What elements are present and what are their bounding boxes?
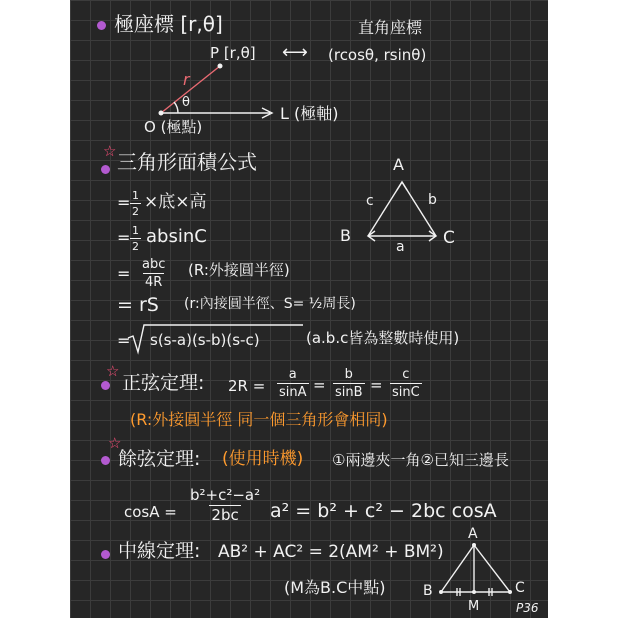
star-icon: ☆ [108, 434, 122, 452]
a-over-sina-fraction: $\frac{a}{\sin A}$ [279, 367, 307, 400]
triangle-side-a: a [396, 239, 405, 255]
triangle-vertex-c: C [443, 228, 455, 248]
median-vertex-c: C [515, 580, 525, 596]
c-over-sinc-fraction: $\frac{c}{\sin C}$ [392, 367, 420, 400]
area-line4-note: (r:內接圓半徑、S= ½周長) [184, 296, 356, 312]
sine-equals: = [313, 376, 326, 394]
polar-axis-label: L (極軸) [280, 104, 339, 123]
median-heading: 中線定理: [118, 540, 201, 562]
sine-lead: 2R = [228, 377, 266, 395]
triangle-vertex-b: B [340, 226, 351, 245]
median-vertex-a: A [468, 526, 478, 542]
cosine-usage: (使用時機) [222, 449, 304, 469]
area-line3-eq: = [117, 264, 131, 283]
triangle-side-b: b [428, 192, 437, 208]
point-p-label: P [r,θ] [210, 44, 256, 62]
origin-label: O (極點) [144, 118, 203, 136]
b-over-sinb-fraction: $\frac{b}{\sin B}$ [335, 367, 363, 400]
area-line3-note: (R:外接圓半徑) [188, 261, 290, 279]
area-line1-text: ×底×高 [144, 192, 207, 212]
half-fraction: $\frac{1}{2}$ [132, 189, 139, 218]
star-icon: ☆ [106, 362, 120, 380]
area-line2-eq: = [117, 228, 131, 247]
theta-label: θ [182, 95, 190, 110]
area-line5-note: (a.b.c皆為整數時使用) [306, 329, 460, 347]
star-icon: ☆ [103, 142, 117, 160]
polar-heading: 極座標 [r,θ] [114, 12, 223, 36]
sine-note: (R:外接圓半徑 同一個三角形會相同) [130, 410, 388, 429]
triangle-side-c: c [366, 193, 374, 209]
cosine-lhs: cosA = [124, 503, 177, 521]
median-note: (M為B.C中點) [284, 578, 386, 597]
area-line5-eq: = [117, 331, 131, 350]
cosine-heading: 餘弦定理: [118, 448, 201, 470]
cosine-usage-detail: ①兩邊夾一角②已知三邊長 [332, 451, 509, 469]
area-line5-root: s(s-a)(s-b)(s-c) [150, 331, 260, 349]
rect-coords: (rcosθ, rsinθ) [328, 46, 427, 64]
cosine-rhs: a² = b² + c² − 2bc cosA [270, 500, 497, 522]
area-heading: 三角形面積公式 [117, 150, 257, 174]
r-label: r [183, 70, 190, 89]
sine-heading: 正弦定理: [122, 372, 205, 394]
triangle-vertex-a: A [393, 155, 404, 174]
median-midpoint-m: M [468, 599, 480, 614]
area-line1-eq: = [117, 193, 131, 212]
half-fraction: $\frac{1}{2}$ [132, 224, 139, 253]
rect-heading: 直角座標 [358, 18, 423, 37]
cosine-fraction: $\frac{\text{b²+c²−a²}}{2bc}$ [190, 486, 261, 524]
page-number: P36 [516, 601, 539, 615]
median-vertex-b: B [423, 583, 433, 599]
note-page [70, 0, 548, 618]
sine-equals: = [370, 376, 383, 394]
abc-over-4r-fraction: abc 4R [142, 257, 166, 290]
area-line4-text: = rS [117, 294, 159, 316]
double-arrow: ⟷ [282, 42, 308, 63]
median-formula: AB² + AC² = 2(AM² + BM²) [218, 542, 444, 562]
area-line2-text: absinC [146, 226, 207, 247]
